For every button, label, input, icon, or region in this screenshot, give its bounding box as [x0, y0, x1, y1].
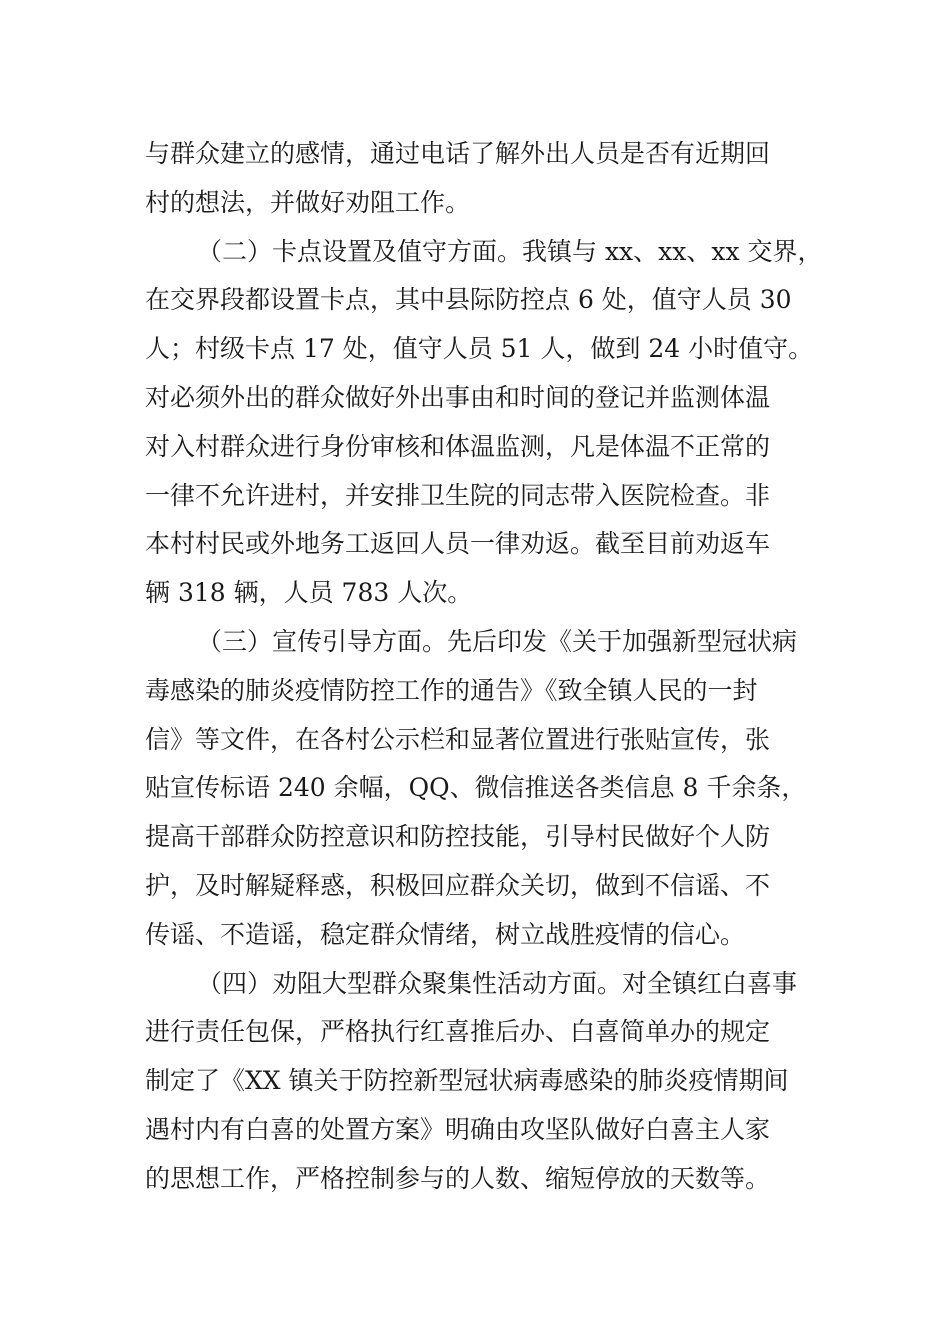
text-line: 毒感染的肺炎疫情防控工作的通告》《致全镇人民的一封 — [145, 675, 758, 705]
text-line: 在交界段都设置卡点，其中县际防控点 6 处，值守人员 30 — [145, 285, 792, 315]
paragraph-heading-3: （三）宣传引导方面。先后印发《关于加强新型冠状病 — [197, 626, 798, 656]
text-line: 村的想法，并做好劝阻工作。 — [145, 187, 471, 217]
text-line: 提高干部群众防控意识和防控技能，引导村民做好个人防 — [145, 822, 771, 852]
text-line: 人；村级卡点 17 处，值守人员 51 人，做到 24 小时值守。 — [145, 334, 814, 364]
paragraph-heading-4: （四）劝阻大型群众聚集性活动方面。对全镇红白喜事 — [197, 968, 798, 998]
paragraph-heading-2: （二）卡点设置及值守方面。我镇与 xx、xx、xx 交界， — [197, 236, 823, 266]
text-line: 传谣、不造谣，稳定群众情绪，树立战胜疫情的信心。 — [145, 919, 746, 949]
text-line: 遇村内有白喜的处置方案》明确由攻坚队做好白喜主人家 — [145, 1114, 771, 1144]
text-line: 制定了《XX 镇关于防控新型冠状病毒感染的肺炎疫情期间 — [145, 1066, 789, 1096]
body-text — [145, 130, 825, 1204]
text-line: 护，及时解疑释惑，积极回应群众关切，做到不信谣、不 — [145, 870, 771, 900]
text-line: 辆 318 辆，人员 783 人次。 — [145, 578, 473, 608]
text-line: 的思想工作，严格控制参与的人数、缩短停放的天数等。 — [145, 1163, 771, 1193]
text-line: 与群众建立的感情，通过电话了解外出人员是否有近期回 — [145, 139, 771, 168]
text-line: 对必须外出的群众做好外出事由和时间的登记并监测体温 — [145, 382, 771, 412]
text-line: 贴宣传标语 240 余幅，QQ、微信推送各类信息 8 千余条， — [145, 773, 807, 803]
text-line: 信》等文件，在各村公示栏和显著位置进行张贴宣传，张 — [145, 724, 771, 754]
text-line: 对入村群众进行身份审核和体温监测，凡是体温不正常的 — [145, 431, 771, 461]
text-line: 进行责任包保，严格执行红喜推后办、白喜简单办的规定 — [145, 1017, 771, 1047]
text-line: 一律不允许进村，并安排卫生院的同志带入医院检查。非 — [145, 480, 771, 510]
text-line: 本村村民或外地务工返回人员一律劝返。截至目前劝返车 — [145, 529, 771, 559]
